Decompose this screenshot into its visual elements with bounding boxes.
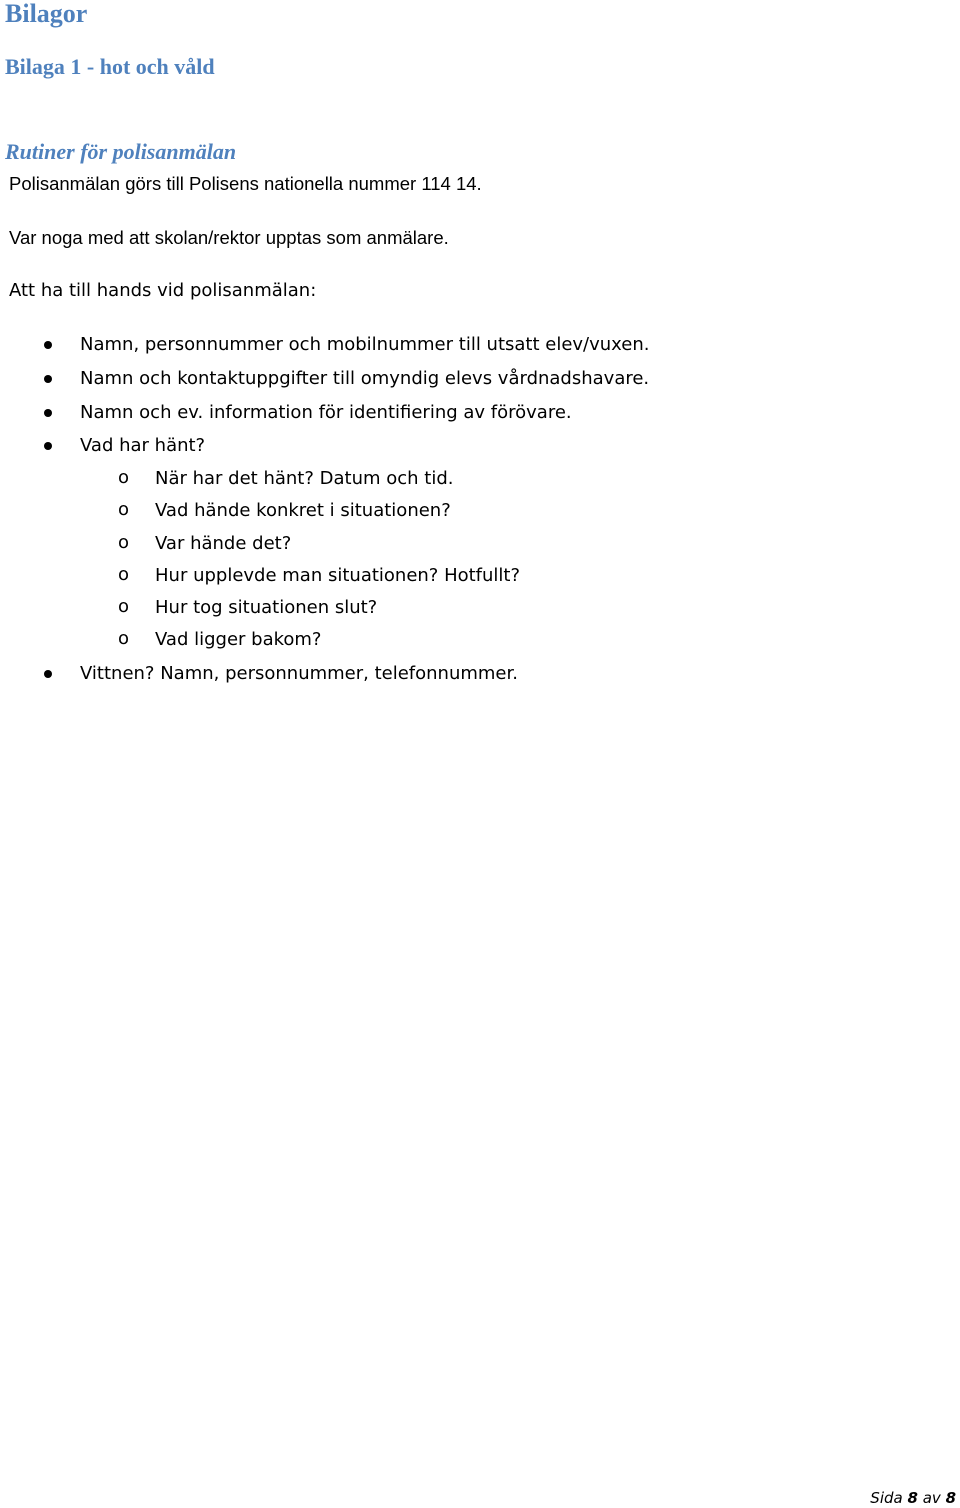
paragraph: Var noga med att skolan/rektor upptas som anmälare. [9, 227, 449, 248]
list-item: Namn och kontaktuppgifter till omyndig elevs vårdnadshavare. [80, 368, 650, 389]
page-number [870, 1488, 956, 1508]
sub-bullet-icon: o [118, 628, 130, 649]
bullet-icon [44, 409, 52, 417]
sub-bullet-icon: o [118, 467, 130, 488]
list-item: Vittnen? Namn, personnummer, telefonnummer. [80, 663, 518, 684]
sub-list-item: Var hände det? [155, 533, 292, 554]
paragraph: Polisanmälan görs till Polisens nationella nummer 114 14. [9, 173, 482, 194]
total-pages: 8 [945, 1489, 956, 1507]
page-prefix: Sida [870, 1489, 903, 1507]
sub-list-item: Vad hände konkret i situationen? [155, 500, 451, 521]
list-item: Namn, personnummer och mobilnummer till utsatt elev/vuxen. [80, 334, 650, 355]
sub-list-item: Vad ligger bakom? [155, 629, 322, 650]
page-separator: av [922, 1489, 941, 1507]
bullet-icon [44, 442, 52, 450]
bullet-icon [44, 670, 52, 678]
sub-list-item: Hur tog situationen slut? [155, 597, 378, 618]
current-page: 8 [907, 1489, 918, 1507]
document-title: Bilagor [5, 0, 88, 28]
sub-bullet-icon: o [118, 596, 130, 617]
list-item: Namn och ev. information för identifiering av förövare. [80, 402, 572, 423]
sub-bullet-icon: o [118, 564, 130, 585]
bullet-icon [44, 375, 52, 383]
appendix-heading: Bilaga 1 - hot och våld [5, 54, 215, 79]
list-item: Vad har hänt? [80, 435, 206, 456]
sub-bullet-icon: o [118, 532, 130, 553]
paragraph: Att ha till hands vid polisanmälan: [9, 280, 317, 301]
section-heading: Rutiner för polisanmälan [5, 139, 237, 164]
sub-list-item: När har det hänt? Datum och tid. [155, 468, 454, 489]
sub-list-item: Hur upplevde man situationen? Hotfullt? [155, 565, 521, 586]
bullet-icon [44, 341, 52, 349]
sub-bullet-icon: o [118, 499, 130, 520]
